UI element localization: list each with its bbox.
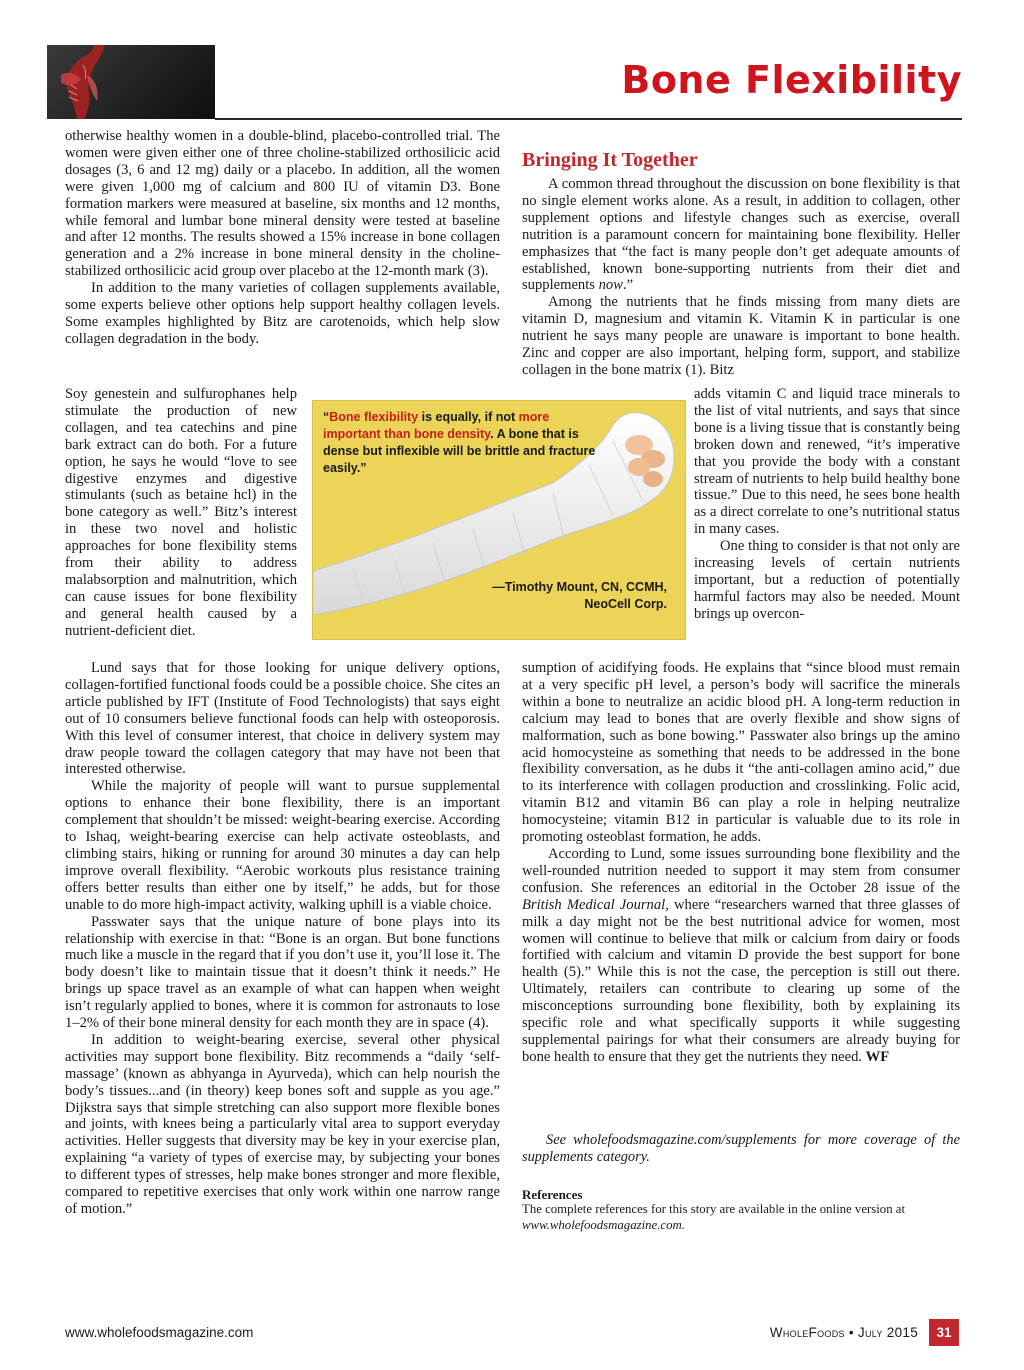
- body-paragraph: In addition to the many varieties of collagen supplements available, some experts believe other options help support healthy collagen levels. Some examples highlighted by Bitz are carotenoids, which help slow collagen degradation in the body.: [65, 280, 500, 347]
- left-column-bottom: [65, 660, 500, 1218]
- end-mark: WF: [865, 1048, 890, 1065]
- subheading: Bringing It Together: [522, 149, 698, 171]
- body-paragraph: According to Lund, some issues surrounding bone flexibility and the well-rounded nutrition needed to support it may stem from consumer confusion. She references an editorial in the October 28 issue of the British Medical Journal, where “researchers warned that three glasses of milk a day might not be the best nutritional advice for women, most women will continue to believe that milk or calcium from dairy or foods fortified with calcium and vitamin D provide the best support for bone health (5).” While this is not the case, the perception is still out there. Ultimately, retailers can contribute to clearing up some of the misconceptions surrounding bone flexibility, both by explaining its specific role and what specifically supports it while suggesting supplemental pairings for what their consumers are already buying for bone health to ensure that they get the nutrients they need. WF: [522, 845, 960, 1065]
- body-paragraph: One thing to consider is that not only are increasing levels of certain nutrients important, but a reduction of potentially harmful factors may also be needed. Mount brings up overcon-: [694, 538, 960, 622]
- section-title: Bone Flexibility: [621, 58, 962, 102]
- left-column-top: [65, 128, 500, 348]
- skeleton-icon: [47, 45, 215, 119]
- body-paragraph: While the majority of people will want to pursue supplemental options to enhance their bone flexibility, there is an important complement that shouldn’t be missed: weight-bearing exercise. According to Ishaq, weight-bearing exercise can help activate osteoblasts, and climbing stairs, hiking or running for around 30 minutes a day can help improve overall flexibility. “Aerobic workouts plus resistance training offers better results than either one by itself,” he adds, but for those unable to do more high-impact activity, walking uphill is a viable choice.: [65, 778, 500, 913]
- body-paragraph: sumption of acidifying foods. He explains that “since blood must remain at a very specific pH level, a person’s body will sacrifice the minerals within a bone to neutralize an acidic blood pH. A long-term reduction in calcium may lead to bones that are overly flexible and show signs of malformation, such as bone bowing.” Passwater also brings up the amino acid homocysteine as something that needs to be addressed in the bone flexibility conversation, as he dubs it “the anti-collagen amino acid,” due to its interference with collagen production and crosslinking. Folic acid, vitamin B12 and vitamin B6 can play a role in helping neutralize homocysteine; vitamin B12 in particular is valuable due to its role in promoting osteoblast formation, he adds.: [522, 660, 960, 846]
- references-link[interactable]: www.wholefoodsmagazine.com.: [522, 1217, 685, 1232]
- references-text: The complete references for this story are available in the online version at www.wholefoodsmagazine.com.: [522, 1202, 906, 1232]
- body-paragraph: In addition to weight-bearing exercise, several other physical activities may support bone flexibility. Bitz recommends a “daily ‘self-massage’ (known as abhyanga in Ayurveda), which can help nourish the body’s tissues...and (in theory) keep bones soft and supple as you age.” Dijkstra says that simple stretching can also support more flexible bones and joints, with knees being a particularly vital area to support everyday activities. Heller suggests that diversity may be key in your exercise plan, explaining “a variety of types of exercise may, by subjecting your bones to different types of stresses, help make bones stronger and more flexible, compared to repetitive exercises that only work within one narrow range of motion.”: [65, 1031, 500, 1217]
- header-skeleton-image: [47, 45, 215, 119]
- body-paragraph: A common thread throughout the discussion on bone flexibility is that no single element works alone. As a result, in addition to collagen, other supplement options and lifestyle changes such as exercise, overall nutrition is a paramount concern for maintaining bone flexibility. Heller emphasizes that “the fact is many people don’t get adequate amounts of established, known bone-supporting nutrients from their diet and supplements now.”: [522, 176, 960, 294]
- right-column-top: [522, 148, 960, 379]
- left-column-wrap: [65, 386, 297, 640]
- see-more-note: See wholefoodsmagazine.com/supplements for more coverage of the supplements category.: [522, 1132, 960, 1165]
- body-paragraph: Passwater says that the unique nature of bone plays into its relationship with exercise in that: “Bone is an organ. But bone functions much like a muscle in the regard that if you don’t use it, you’ll lose it. The body doesn’t like to maintain tissue that it doesn’t think it needs.” He brings up space travel as an example of what can happen when weight isn’t regularly applied to bones, where it is common for astronauts to lose 1–2% of their bone mineral density for each month they are in space (4).: [65, 913, 500, 1032]
- pull-quote-figure: [312, 400, 686, 640]
- body-paragraph: Among the nutrients that he finds missing from many diets are vitamin D, magnesium and vitamin K. Vitamin K in particular is one nutrient he says many people are unaware is important to bone health. Zinc and copper are also important, helping form, support, and stabilize collagen in the bone matrix (1). Bitz: [522, 294, 960, 378]
- header-divider: [215, 118, 962, 120]
- body-paragraph: otherwise healthy women in a double-blind, placebo-controlled trial. The women were given either one of three choline-stabilized orthosilicic acid dosages (3, 6 and 12 mg) daily or a placebo. In addition, all the women were given 1,000 mg of calcium and 800 IU of vitamin D3. Bone formation markers were measured at baseline, six months and 12 months, while femoral and lumbar bone mineral density were tested at baseline and after 12 months. The results showed a 15% increase in bone collagen generation and a 2% increase in bone mineral density in the choline-stabilized orthosilicic acid group over placebo at the 12-month mark (3).: [65, 128, 500, 280]
- references-heading: References: [522, 1187, 583, 1202]
- footer-url[interactable]: www.wholefoodsmagazine.com: [65, 1325, 254, 1340]
- body-paragraph: adds vitamin C and liquid trace minerals to the list of vital nutrients, and says that since bone is a living tissue that is constantly being broken down and renewed, “it’s imperative that you provide the body with a constant stream of nutrients to help build healthy bone tissue.” Due to this need, he sees bone health as a direct correlate to one’s nutritional status in many cases.: [694, 386, 960, 538]
- footer-issue: WholeFoods • July 2015: [769, 1325, 918, 1340]
- body-paragraph: Lund says that for those looking for unique delivery options, collagen-fortified functional foods could be a possible choice. She cites an article published by IFT (Institute of Food Technologists) that says eight out of 10 consumers believe functional foods can help with osteoporosis. With this level of consumer interest, that choice in delivery system may draw people toward the collagen category that may have not been that interested otherwise.: [65, 660, 500, 778]
- right-column-wrap: [694, 386, 960, 623]
- right-column-bottom: [522, 660, 960, 1066]
- pull-quote-attribution: —Timothy Mount, CN, CCMH, NeoCell Corp.: [492, 580, 667, 611]
- body-paragraph: Soy genestein and sulfurophanes help stimulate the production of new collagen, and tea catechins and pine bark extract can do both. For a future option, he says he would “love to see digestive enzymes and digestive stimulants (such as betaine hcl) in the bone category as well.” Bitz’s interest in these two novel and holistic approaches for bone flexibility stems from their ability to address malabsorption and malnutrition, which can cause issues for bone flexibility and general health caused by a nutrient-deficient diet.: [65, 386, 297, 639]
- page-number-badge: 31: [929, 1319, 959, 1346]
- pull-quote-text: “Bone flexibility is equally, if not more important than bone density. A bone that is dense but inflexible will be brittle and fracture easily.”: [323, 410, 596, 475]
